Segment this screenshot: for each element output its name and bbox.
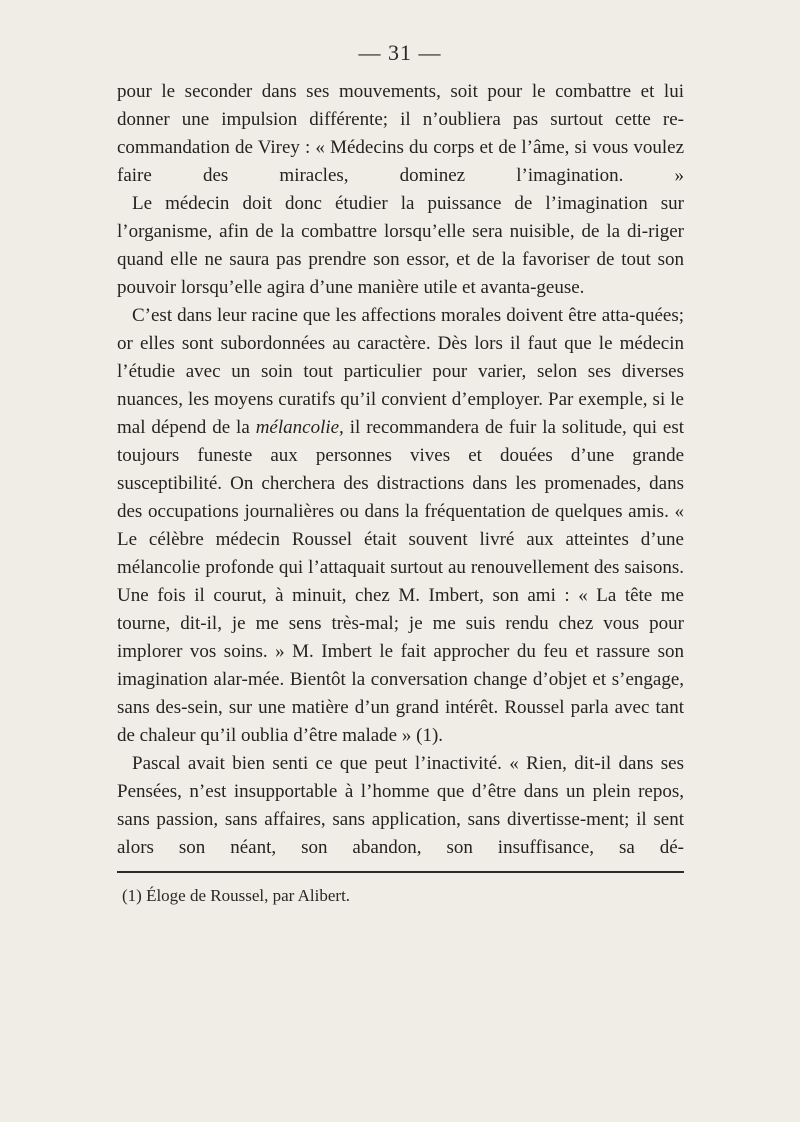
paragraph-3-text-end: il recommandera de fuir la solitude, qui est toujours funeste aux personnes vives et douées d’une grande susceptibilité. On cherchera des distractions dans les promenades, dans des occupations journalières ou dans la fréquentation de quelques amis. « Le célèbre médecin Roussel était souvent livré aux atteintes d’une mélancolie profonde qui l’attaquait surtout au renouvellement des saisons. Une fois il courut, à minuit, chez M. Imbert, son ami : « La tête me tourne, dit-il, je me sens très-mal; je me suis rendu chez vous pour implorer vos soins. » M. Imbert le fait approcher du feu et rassure son imagination alar-mée. Bientôt la conversation change d’objet et s’engage, sans des-sein, sur une matière d’un grand intérêt. Roussel parla avec tant de chaleur qu’il oublia d’être malade » (1). bbox=[117, 417, 684, 746]
italic-term: mélancolie, bbox=[255, 417, 344, 438]
footnote bbox=[122, 885, 682, 907]
paragraph-3-text-start: C’est dans leur racine que les affections morales doivent être atta-quées; or elles sont subordonnées au caractère. Dès lors il faut que le médecin l’étudie avec un soin tout particulier pour varier, selon ses diverses nuances, les moyens curatifs qu’il convient d’employer. Par exemple, si le mal dépend de la bbox=[117, 305, 684, 438]
footnote-divider bbox=[117, 871, 684, 873]
page-number: — 31 — bbox=[358, 40, 442, 65]
paragraph-3 bbox=[117, 302, 684, 750]
paragraph-1: pour le seconder dans ses mouvements, soit pour le combattre et lui donner une impulsion différente; il n’oubliera pas surtout cette re-commandation de Virey : « Médecins du corps et de l’âme, si vous voulez faire des miracles, dominez l’imagination. » bbox=[117, 81, 684, 186]
paragraph-4: Pascal avait bien senti ce que peut l’inactivité. « Rien, dit-il dans ses Pensées, n’est insupportable à l’homme que d’être dans un plein repos, sans passion, sans affaires, sans application, sans divertisse-ment; il sent alors son néant, son abandon, son insuffisance, sa dé- bbox=[117, 753, 684, 858]
body-text bbox=[117, 78, 684, 862]
footnote-marker: (1) bbox=[122, 886, 142, 905]
paragraph-2: Le médecin doit donc étudier la puissance de l’imagination sur l’organisme, afin de la combattre lorsqu’elle sera nuisible, de la di-riger quand elle ne saura pas prendre son essor, et de la favoriser de tout son pouvoir lorsqu’elle agira d’une manière utile et avanta-geuse. bbox=[117, 193, 684, 298]
footnote-text: Éloge de Roussel, par Alibert. bbox=[146, 886, 351, 905]
